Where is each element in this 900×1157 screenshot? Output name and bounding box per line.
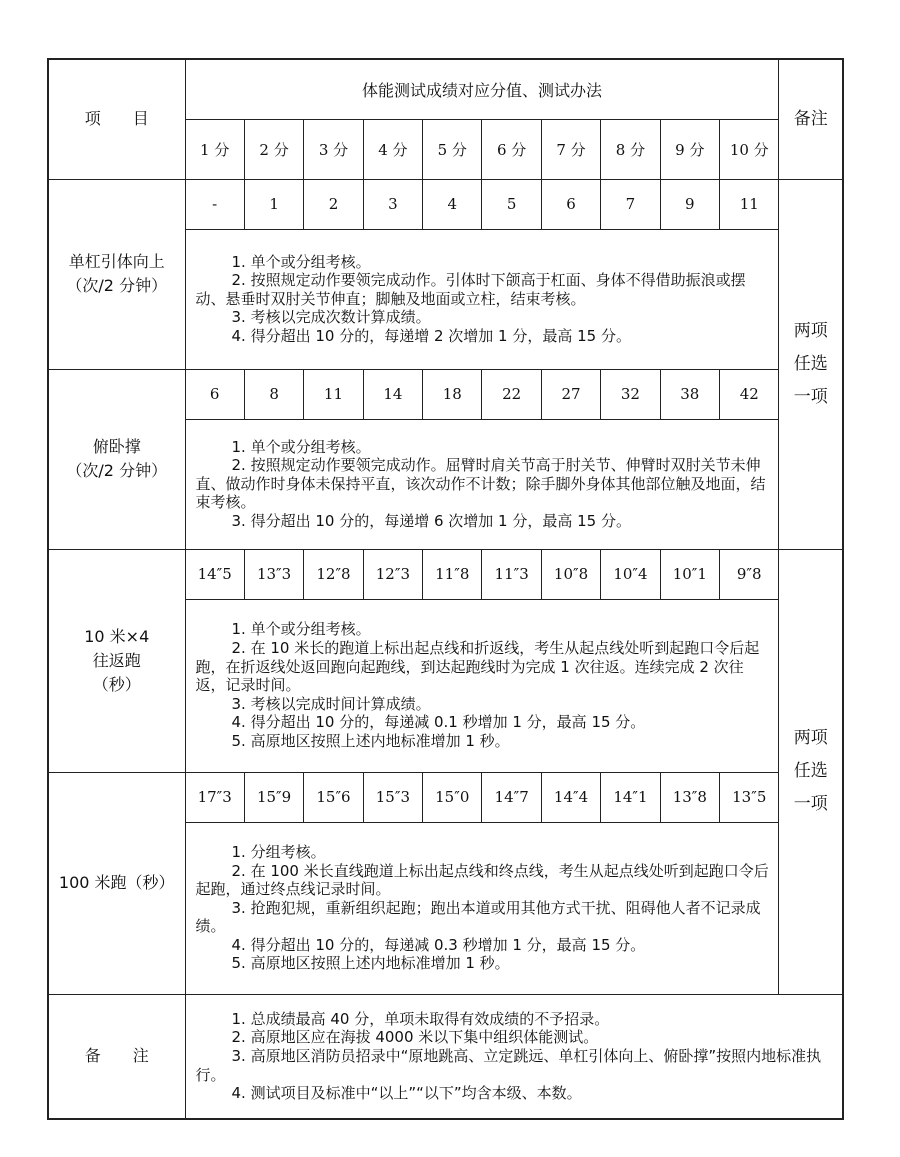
item-name-shuttle-run: 10 米×4 往返跑 （秒）	[48, 549, 185, 772]
value-cell: 15″6	[304, 772, 363, 822]
item-name-100m-run: 100 米跑（秒）	[48, 772, 185, 994]
score-header: 10 分	[720, 119, 779, 179]
table-row	[48, 369, 843, 419]
value-cell: 10″8	[541, 549, 600, 599]
table-row	[48, 772, 843, 822]
value-cell: 38	[660, 369, 719, 419]
value-cell: 12″3	[363, 549, 422, 599]
table-row	[48, 994, 843, 1119]
score-header: 5 分	[423, 119, 482, 179]
value-cell: 6	[541, 179, 600, 229]
rules-100m-run: 1. 分组考核。 2. 在 100 米长直线跑道上标出起点线和终点线，考生从起点线处听到起跑口令后起跑，通过终点线记录时间。 3. 抢跑犯规，重新组织起跑；跑出本道或用其他方式干扰、阻碍他人者不记录成绩。 4. 得分超出 10 分的，每递减 0.3 秒增加 1 分，最高 15 分。 5. 高原地区按照上述内地标准增加 1 秒。	[185, 822, 779, 994]
header-row-title	[48, 59, 843, 119]
value-cell: 9	[660, 179, 719, 229]
value-cell: 27	[541, 369, 600, 419]
value-cell: 8	[244, 369, 303, 419]
value-cell: 5	[482, 179, 541, 229]
score-header: 3 分	[304, 119, 363, 179]
score-header: 7 分	[541, 119, 600, 179]
value-cell: 14	[363, 369, 422, 419]
value-cell: 18	[423, 369, 482, 419]
value-cell: 11″3	[482, 549, 541, 599]
table-row	[48, 549, 843, 599]
rules-shuttle-run: 1. 单个或分组考核。 2. 在 10 米长的跑道上标出起点线和折返线，考生从起点线处听到起跑口令后起跑，在折返线处返回跑向起跑线，到达起跑线时为完成 1 次往返。连续完成 2 次往返，记录时间。 3. 考核以完成时间计算成绩。 4. 得分超出 10 分的，每递减 0.1 秒增加 1 分，最高 15 分。 5. 高原地区按照上述内地标准增加 1 秒。	[185, 599, 779, 772]
value-cell: 11″8	[423, 549, 482, 599]
value-cell: 6	[185, 369, 244, 419]
value-cell: 12″8	[304, 549, 363, 599]
header-note-label: 备注	[779, 59, 843, 179]
value-cell: 4	[423, 179, 482, 229]
value-cell: 7	[601, 179, 660, 229]
value-cell: 15″9	[244, 772, 303, 822]
rules-pullups: 1. 单个或分组考核。 2. 按照规定动作要领完成动作。引体时下颌高于杠面、身体不得借助振浪或摆动、悬垂时双肘关节伸直；脚触及地面或立柱，结束考核。 3. 考核以完成次数计算成绩。 4. 得分超出 10 分的，每递增 2 次增加 1 分，最高 15 分。	[185, 229, 779, 369]
score-header: 1 分	[185, 119, 244, 179]
value-cell: 32	[601, 369, 660, 419]
value-cell: 14″5	[185, 549, 244, 599]
table-row	[48, 179, 843, 229]
score-header: 4 分	[363, 119, 422, 179]
remarks-label: 备 注	[48, 994, 185, 1119]
value-cell: 10″1	[660, 549, 719, 599]
value-cell: 2	[304, 179, 363, 229]
value-cell: 15″0	[423, 772, 482, 822]
value-cell: 14″7	[482, 772, 541, 822]
fitness-standards-table	[47, 58, 844, 1120]
value-cell: 14″1	[601, 772, 660, 822]
value-cell: 3	[363, 179, 422, 229]
value-cell: 14″4	[541, 772, 600, 822]
value-cell: 11	[720, 179, 779, 229]
group-note-2: 两项 任选 一项	[779, 549, 843, 994]
rules-pushups: 1. 单个或分组考核。 2. 按照规定动作要领完成动作。屈臂时肩关节高于肘关节、伸臂时双肘关节未伸直、做动作时身体未保持平直，该次动作不计数；除手脚外身体其他部位触及地面，结束考核。 3. 得分超出 10 分的，每递增 6 次增加 1 分，最高 15 分。	[185, 419, 779, 549]
value-cell: 13″3	[244, 549, 303, 599]
score-header: 8 分	[601, 119, 660, 179]
item-name-pushups: 俯卧撑 （次/2 分钟）	[48, 369, 185, 549]
value-cell: 9″8	[720, 549, 779, 599]
group-note-1: 两项 任选 一项	[779, 179, 843, 549]
value-cell: 22	[482, 369, 541, 419]
value-cell: 11	[304, 369, 363, 419]
header-title: 体能测试成绩对应分值、测试办法	[185, 59, 779, 119]
value-cell: 13″5	[720, 772, 779, 822]
value-cell: 13″8	[660, 772, 719, 822]
header-item-label: 项 目	[48, 59, 185, 179]
value-cell: -	[185, 179, 244, 229]
item-name-pullups: 单杠引体向上 （次/2 分钟）	[48, 179, 185, 369]
value-cell: 10″4	[601, 549, 660, 599]
score-header: 9 分	[660, 119, 719, 179]
value-cell: 42	[720, 369, 779, 419]
value-cell: 17″3	[185, 772, 244, 822]
value-cell: 1	[244, 179, 303, 229]
value-cell: 15″3	[363, 772, 422, 822]
score-header: 2 分	[244, 119, 303, 179]
remarks-rules: 1. 总成绩最高 40 分，单项未取得有效成绩的不予招录。 2. 高原地区应在海拔 4000 米以下集中组织体能测试。 3. 高原地区消防员招录中“原地跳高、立定跳远、单杠引体向上、俯卧撑”按照内地标准执行。 4. 测试项目及标准中“以上”“以下”均含本级、本数。	[185, 994, 843, 1119]
score-header: 6 分	[482, 119, 541, 179]
